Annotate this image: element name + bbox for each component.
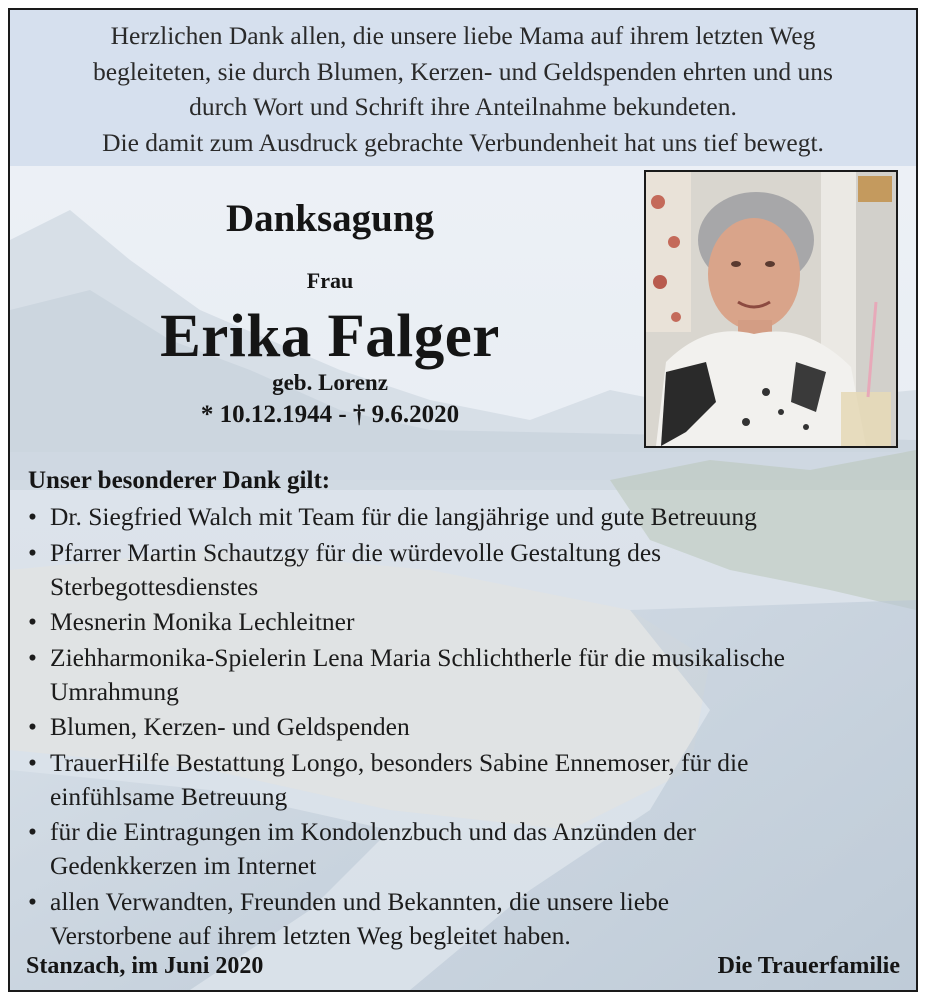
top-message-line: Herzlichen Dank allen, die unsere liebe Mama auf ihrem letzten Weg [110, 21, 816, 50]
list-item-line: Pfarrer Martin Schautzgy für die würdevolle Gestaltung des [50, 537, 662, 567]
top-message-line: durch Wort und Schrift ihre Anteilnahme bekundeten. [189, 92, 737, 121]
list-item-line: einfühlsame Betreuung [50, 781, 288, 811]
signature: Die Trauerfamilie [717, 953, 900, 979]
list-item-line: für die Eintragungen im Kondolenzbuch und das Anzünden der [50, 817, 696, 846]
top-message [10, 18, 916, 160]
list-item [24, 500, 904, 534]
list-item-line: Mesnerin Monika Lechleitner [50, 607, 355, 636]
deceased-name: Erika Falger [160, 303, 500, 370]
life-dates: * 10.12.1944 - † 9.6.2020 [200, 401, 460, 428]
list-item-line: Verstorbene auf ihrem letzten Weg begleitet haben. [50, 920, 571, 950]
bullet: • [28, 502, 37, 531]
place-date: Stanzach, im Juni 2020 [26, 953, 264, 979]
list-item [24, 641, 904, 709]
bullet: • [28, 886, 37, 916]
list-item [24, 746, 904, 814]
list-item-line: allen Verwandten, Freunden und Bekannten, die unsere liebe [50, 886, 670, 916]
thanks-heading: Unser besonderer Dank gilt: [28, 467, 331, 494]
birth-name: geb. Lorenz [272, 370, 388, 395]
bullet: • [28, 537, 37, 567]
bullet: • [28, 642, 37, 672]
list-item-line: Sterbegottesdienstes [50, 571, 259, 601]
list-item-line: Blumen, Kerzen- und Geldspenden [50, 712, 410, 741]
list-item-line: Ziehharmonika-Spielerin Lena Maria Schlichtherle für die musikalische [50, 642, 785, 672]
salutation: Frau [306, 268, 354, 293]
list-item [24, 815, 904, 883]
bullet: • [28, 817, 37, 846]
portrait-image [646, 172, 896, 446]
bullet: • [28, 607, 37, 636]
portrait-photo [644, 170, 898, 448]
list-item-line: Umrahmung [50, 676, 179, 706]
list-item [24, 536, 904, 604]
bullet: • [28, 712, 37, 741]
title: Danksagung [225, 197, 435, 240]
list-item-line: Dr. Siegfried Walch mit Team für die langjährige und gute Betreuung [50, 502, 757, 531]
list-item [24, 605, 904, 639]
obituary-card [8, 8, 918, 992]
bullet: • [28, 747, 37, 777]
top-message-line: Die damit zum Ausdruck gebrachte Verbundenheit hat uns tief bewegt. [102, 127, 824, 157]
top-message-line: begleiteten, sie durch Blumen, Kerzen- und Geldspenden ehrten und uns [93, 56, 833, 86]
list-item [24, 710, 904, 744]
thanks-list [24, 500, 904, 954]
list-item-line: Gedenkkerzen im Internet [50, 851, 317, 880]
list-item [24, 885, 904, 953]
list-item-line: TrauerHilfe Bestattung Longo, besonders Sabine Ennemoser, für die [50, 747, 749, 777]
